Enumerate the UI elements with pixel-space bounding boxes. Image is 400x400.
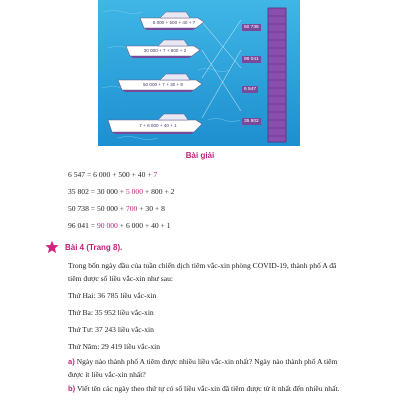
equation-4 — [68, 221, 171, 230]
boat-3-label: 50 000 + 7 + 30 + 8 — [143, 82, 183, 87]
question-a — [68, 356, 348, 381]
equation-1-left: 6 547 = 6 000 + 500 + 40 + — [68, 170, 154, 179]
dock-label-1: 50 738 — [244, 25, 259, 30]
equation-3-left: 50 738 = 50 000 + — [68, 204, 126, 213]
boat-1-label: 6 000 + 500 + 40 + 7 — [152, 20, 196, 25]
equation-4-highlight: 90 000 — [96, 221, 118, 230]
dock-label-2: 96 041 — [244, 57, 259, 62]
exercise-intro: Trong bốn ngày đầu của tuần chiến dịch tiêm vắc-xin phòng COVID-19, thành phố A đã tiêm được số liều vắc-xin như sau: — [68, 261, 337, 283]
exercise-heading — [45, 240, 122, 254]
question-a-text: Ngày nào thành phố A tiêm được nhiều liều vắc-xin nhất? Ngày nào thành phố A tiêm được ít liều vắc-xin nhất? — [68, 357, 338, 379]
day-tuesday: Thứ Ba: 35 952 liều vắc-xin — [68, 308, 154, 317]
equation-2-right: + 800 + 2 — [143, 187, 175, 196]
equation-3-right: + 30 + 8 — [137, 204, 165, 213]
exercise-label: Bài 4 (Trang 8). — [65, 242, 123, 252]
equation-4-right: + 6 000 + 40 + 1 — [117, 221, 171, 230]
question-b-text: Viết tên các ngày theo thứ tự có số liều vắc-xin đã tiêm được từ ít nhất đến nhiều nhất. — [76, 384, 340, 393]
equation-2-left: 35 802 = 30 000 + — [68, 187, 126, 196]
boat-4-label: 7 + 6 000 + 40 + 1 — [139, 123, 177, 128]
day-monday: Thứ Hai: 36 785 liều vắc-xin — [68, 291, 157, 300]
equation-2 — [68, 187, 174, 196]
equation-4-left: 96 041 = — [68, 221, 97, 230]
question-b — [68, 383, 348, 396]
equation-3-highlight: 700 — [125, 204, 138, 213]
boats-illustration — [98, 0, 300, 146]
equation-1-highlight: 7 — [153, 170, 158, 179]
boat-2-label: 30 000 + 7 + 800 + 2 — [143, 48, 187, 53]
dock — [268, 8, 286, 142]
equation-3 — [68, 204, 165, 213]
day-thursday: Thứ Năm: 29 419 liều vắc-xin — [68, 342, 161, 351]
dock-label-3: 6 547 — [244, 87, 257, 92]
day-wednesday: Thứ Tư: 37 243 liều vắc-xin — [68, 325, 154, 334]
equation-1 — [68, 170, 157, 179]
equation-2-highlight: 5 000 — [125, 187, 144, 196]
star-icon — [45, 240, 59, 254]
solution-title: Bài giải — [185, 151, 215, 160]
question-a-letter: a) — [68, 357, 75, 366]
question-b-letter: b) — [68, 384, 76, 393]
dock-label-4: 35 802 — [244, 119, 259, 124]
